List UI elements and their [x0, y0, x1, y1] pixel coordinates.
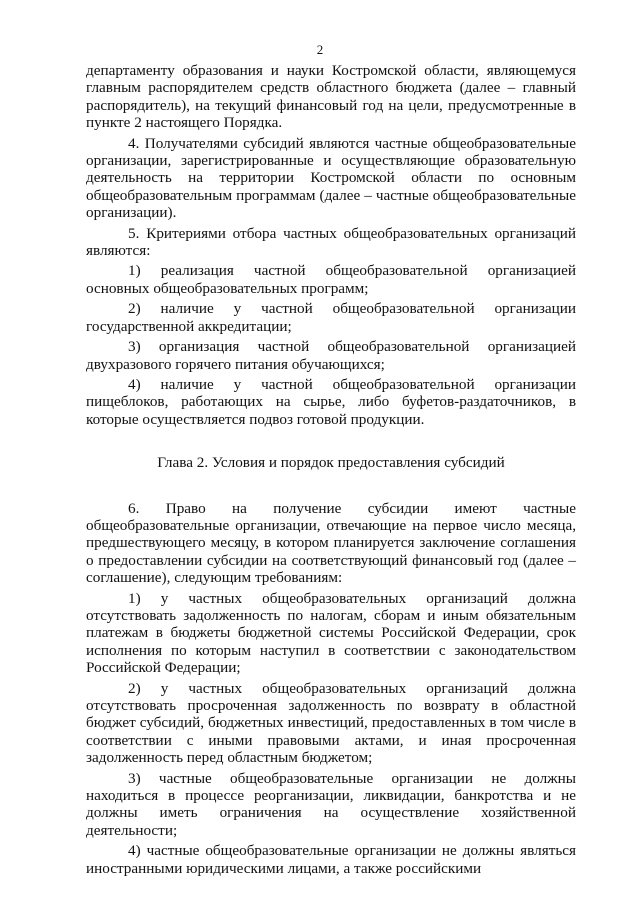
requirement-item-3: 3) частные общеобразовательные организации не должны находиться в процессе реорганизации, ликвидации, банкротства и не должны иметь ограничения на осуществление хозяйственной деятельности; — [86, 769, 576, 839]
page-number: 2 — [316, 42, 324, 57]
requirement-item-4: 4) частные общеобразовательные организации не должны являться иностранными юридическими лицами, а также российскими — [86, 842, 576, 877]
paragraph-5-criteria: 5. Критериями отбора частных общеобразовательных организаций являются: — [86, 224, 576, 260]
requirement-item-2: 2) у частных общеобразовательных организаций должна отсутствовать просроченная задолженность по возврату в областной бюджет субсидий, бюджетных инвестиций, предоставленных в том числе в соответствии с иными правовыми актами, и иная просроченная задолженность перед областным бюджетом; — [86, 679, 576, 767]
criteria-item-1: 1) реализация частной общеобразовательной организацией основных общеобразовательных программ; — [86, 262, 576, 297]
paragraph-4-recipients: 4. Получателями субсидий являются частные общеобразовательные организации, зарегистрированные и осуществляющие образовательную деятельность на территории Костромской области по основным общеобразовательным программам (далее – частные общеобразовательные организации). — [86, 134, 576, 222]
requirement-item-1: 1) у частных общеобразовательных организаций должна отсутствовать задолженность по налогам, сборам и иным обязательным платежам в бюджеты бюджетной системы Российской Федерации, срок исполнения по которым наступил в соответствии с законодательством Российской Федерации; — [86, 589, 576, 677]
chapter-2-heading: Глава 2. Условия и порядок предоставления субсидий — [157, 454, 505, 472]
criteria-item-3: 3) организация частной общеобразовательной организацией двухразового горячего питания обучающихся; — [86, 338, 576, 373]
criteria-item-2: 2) наличие у частной общеобразовательной организации государственной аккредитации; — [86, 300, 576, 335]
paragraph-6-eligibility: 6. Право на получение субсидии имеют частные общеобразовательные организации, отвечающие на первое число месяца, предшествующего месяцу, в котором планируется заключение соглашения о предоставлении субсидии на соответствующий финансовый год (далее – соглашение), следующим требованиям: — [86, 499, 576, 587]
criteria-item-4: 4) наличие у частной общеобразовательной организации пищеблоков, работающих на сырье, либо буфетов-раздаточников, в которые осуществляется подвоз готовой продукции. — [86, 375, 576, 428]
document-body — [86, 62, 576, 877]
paragraph-intro: департаменту образования и науки Костромской области, являющемуся главным распорядителем средств областного бюджета (далее – главный распорядитель), на текущий финансовый год на цели, предусмотренные в пункте 2 настоящего Порядка. — [86, 62, 576, 132]
